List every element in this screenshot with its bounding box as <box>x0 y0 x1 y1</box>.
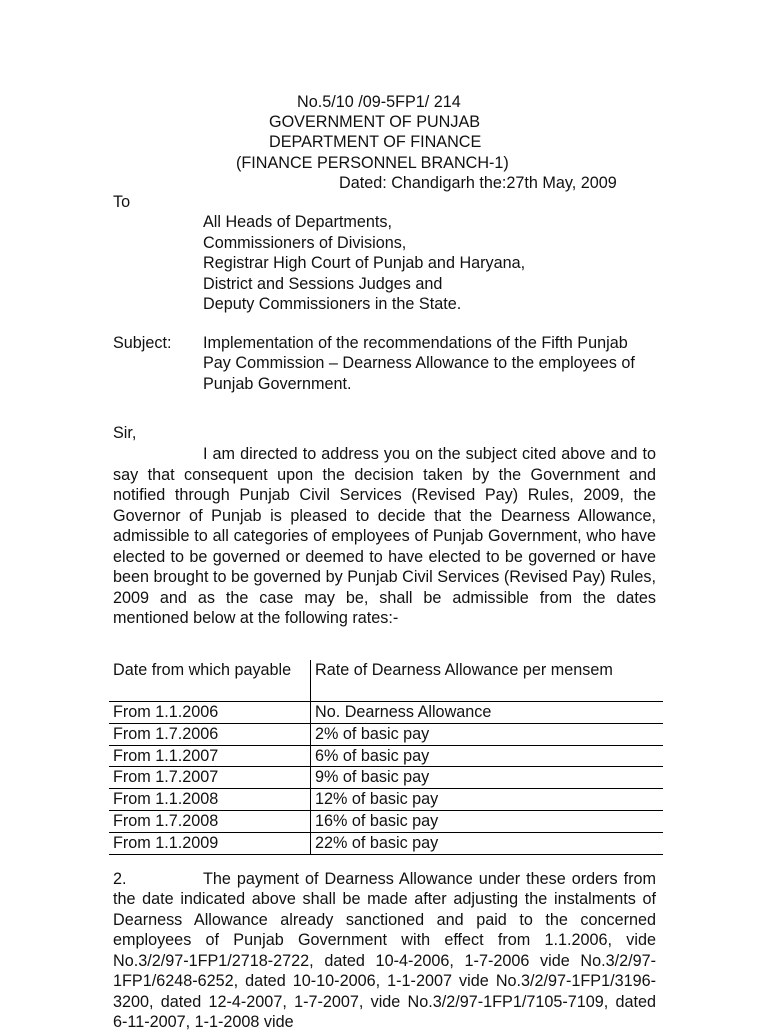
addressee-list <box>203 212 525 315</box>
table-row <box>109 810 663 832</box>
branch-name: (FINANCE PERSONNEL BRANCH-1) <box>236 154 509 172</box>
dearness-allowance-table <box>109 660 663 855</box>
table-header-row <box>109 660 663 702</box>
table-row <box>109 832 663 854</box>
table-cell-date: From 1.1.2008 <box>109 789 311 811</box>
table-cell-date: From 1.1.2007 <box>109 745 311 767</box>
table-cell-date: From 1.7.2006 <box>109 723 311 745</box>
department-name: DEPARTMENT OF FINANCE <box>269 133 482 151</box>
addressee-line: Commissioners of Divisions, <box>203 233 407 252</box>
subject-label: Subject: <box>113 334 172 352</box>
to-label: To <box>113 193 131 211</box>
table-row <box>109 702 663 724</box>
addressee-line: District and Sessions Judges and <box>203 274 443 293</box>
table-header-date: Date from which payable <box>113 661 292 679</box>
table-row <box>109 723 663 745</box>
paragraph-1-text: I am directed to address you on the subject cited above and to say that consequent upon the decision taken by the Government and notified through Punjab Civil Services (Revised Pay) Rules, 2009, the Governor of Punjab is pleased to decide that the Dearness Allowance, admissible to all categories of employees of Punjab Government, who have elected to be governed or deemed to have elected to be governed or have been brought to be governed by Punjab Civil Services (Revised Pay) Rules, 2009 and as the case may be, shall be admissible from the dates mentioned below at the following rates:- <box>113 445 656 628</box>
table-cell-date: From 1.7.2008 <box>109 810 311 832</box>
table-cell-date: From 1.7.2007 <box>109 767 311 789</box>
table-cell-rate: 12% of basic pay <box>311 789 664 811</box>
letter-date: Dated: Chandigarh the:27th May, 2009 <box>339 174 617 192</box>
table-header-rate: Rate of Dearness Allowance per mensem <box>311 660 664 702</box>
addressee-line: Deputy Commissioners in the State. <box>203 295 462 313</box>
government-name: GOVERNMENT OF PUNJAB <box>269 113 481 131</box>
table-cell-date: From 1.1.2009 <box>109 832 311 854</box>
subject-text: Implementation of the recommendations of the Fifth Punjab Pay Commission – Dearness Allowance to the employees of Punjab Government. <box>203 334 635 393</box>
table-row <box>109 767 663 789</box>
reference-number: No.5/10 /09-5FP1/ 214 <box>297 93 461 111</box>
paragraph-1 <box>113 444 656 629</box>
addressee-line: Registrar High Court of Punjab and Haryana, <box>203 254 526 272</box>
table-cell-rate: No. Dearness Allowance <box>311 702 664 724</box>
table-cell-rate: 9% of basic pay <box>311 767 664 789</box>
table-cell-rate: 16% of basic pay <box>311 810 664 832</box>
table-cell-rate: 6% of basic pay <box>311 745 664 767</box>
addressee-line: All Heads of Departments, <box>203 213 392 231</box>
table-cell-date: From 1.1.2006 <box>109 702 311 724</box>
salutation: Sir, <box>113 424 137 442</box>
table-cell-rate: 22% of basic pay <box>311 832 664 854</box>
paragraph-2-number: 2. <box>113 870 127 888</box>
table-row <box>109 789 663 811</box>
table-cell-rate: 2% of basic pay <box>311 723 664 745</box>
paragraph-2 <box>113 869 656 1033</box>
table-row <box>109 745 663 767</box>
paragraph-2-text: The payment of Dearness Allowance under these orders from the date indicated above shall be made after adjusting the instalments of Dearness Allowance already sanctioned and paid to the concerned employees of Punjab Government with effect from 1.1.2006, vide No.3/2/97-1FP1/2718-2722, dated 10-4-2006, 1-7-2006 vide No.3/2/97-1FP1/6248-6252, dated 10-10-2006, 1-1-2007 vide No.3/2/97-1FP1/3196-3200, dated 12-4-2007, 1-7-2007, vide No.3/2/97-1FP1/7105-7109, dated 6-11-2007, 1-1-2008 vide <box>113 870 656 1032</box>
